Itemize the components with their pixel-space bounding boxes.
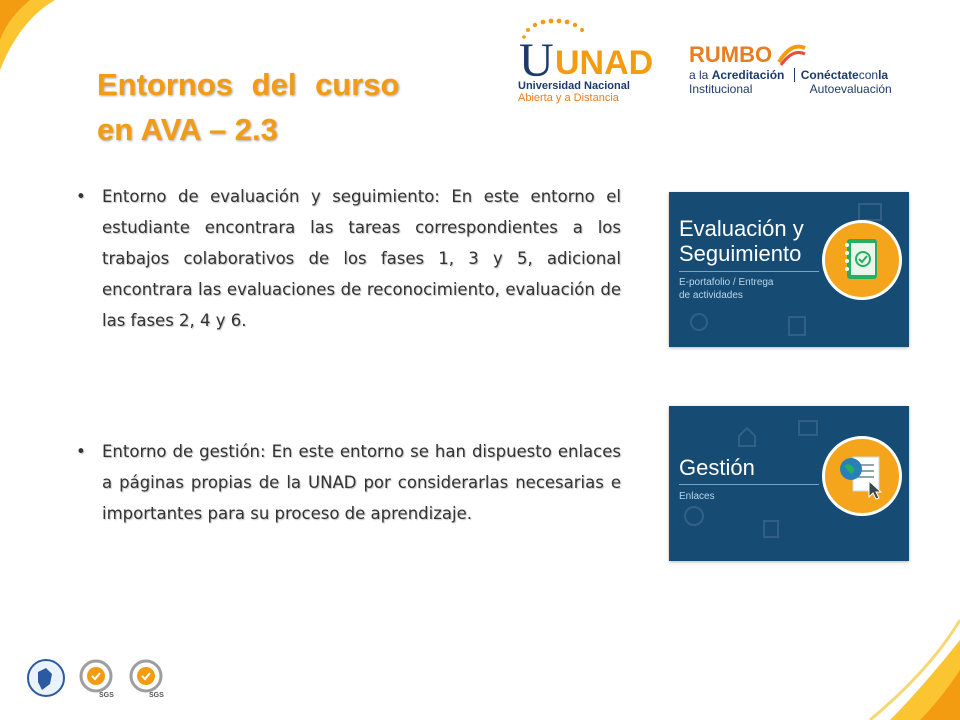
unad-mark: UNAD bbox=[555, 44, 654, 82]
slide-title bbox=[97, 62, 399, 152]
sgs-label: SGS bbox=[149, 692, 164, 699]
certification-check-icon bbox=[126, 658, 166, 698]
bullet-evaluacion bbox=[76, 181, 621, 336]
unad-name-line1: Universidad Nacional bbox=[518, 80, 630, 92]
card-title: Gestión bbox=[679, 455, 755, 480]
rumbo-connect-mid: con bbox=[858, 68, 879, 82]
card-title-line1: Evaluación y bbox=[679, 216, 804, 241]
card-divider bbox=[679, 484, 819, 485]
card-icon-circle bbox=[822, 436, 902, 516]
rumbo-line2: Institucional bbox=[689, 82, 753, 96]
gestion-card[interactable] bbox=[669, 406, 909, 561]
unad-logo-text bbox=[518, 80, 630, 104]
title-line-2: en AVA – 2.3 bbox=[97, 112, 278, 147]
certification-check-icon bbox=[76, 658, 116, 698]
rumbo-connect-la: la bbox=[878, 68, 889, 82]
rumbo-acreditacion-logo bbox=[689, 42, 892, 96]
svg-text:U: U bbox=[519, 34, 554, 87]
globe-document-cursor-icon bbox=[825, 439, 899, 513]
card-subtitle-line1: E-portafolio / Entrega bbox=[679, 277, 774, 288]
bullet-marker: • bbox=[76, 187, 86, 206]
title-line-1: Entornos del curso bbox=[97, 67, 400, 102]
card-title-line2: Seguimiento bbox=[679, 241, 802, 266]
card-subtitle-line2: de actividades bbox=[679, 290, 743, 301]
rumbo-line1-prefix: a la bbox=[689, 68, 712, 82]
sgs-seal-2 bbox=[126, 658, 166, 698]
bullet-text: Entorno de gestión: En este entorno se han dispuesto enlaces a páginas propias de la UNAD por considerarlas necesarias e importantes para su proceso de aprendizaje. bbox=[102, 442, 621, 523]
bullet-text: Entorno de evaluación y seguimiento: En este entorno el estudiante encontrara las tareas correspondientes a los trabajos colaborativos de los fases 1, 3 y 5, adicional encontrara las evaluaciones de reconocimiento, evaluación de las fases 2, 4 y 6. bbox=[102, 187, 621, 330]
rumbo-swoosh-icon bbox=[777, 42, 807, 66]
notebook-check-icon bbox=[825, 223, 899, 297]
card-subtitle: Enlaces bbox=[679, 491, 715, 502]
card-divider bbox=[679, 271, 819, 272]
rumbo-connect-line2: Autoevaluación bbox=[809, 82, 892, 96]
rumbo-connect-bold: Conéctate bbox=[800, 68, 859, 82]
unad-name-line2: Abierta y a Distancia bbox=[518, 92, 619, 104]
corner-decoration-bottom-right bbox=[850, 610, 960, 720]
rumbo-line1-bold: Acreditación bbox=[711, 68, 785, 82]
bullet-gestion bbox=[76, 436, 621, 529]
colombia-seal-icon bbox=[26, 658, 66, 698]
sgs-label: SGS bbox=[99, 692, 114, 699]
rumbo-word: RUMBO bbox=[689, 42, 773, 67]
sgs-seal-1 bbox=[76, 658, 116, 698]
evaluacion-seguimiento-card[interactable] bbox=[669, 192, 909, 347]
card-icon-circle bbox=[822, 220, 902, 300]
corner-decoration-top-left bbox=[0, 0, 60, 80]
bullet-marker: • bbox=[76, 442, 86, 461]
